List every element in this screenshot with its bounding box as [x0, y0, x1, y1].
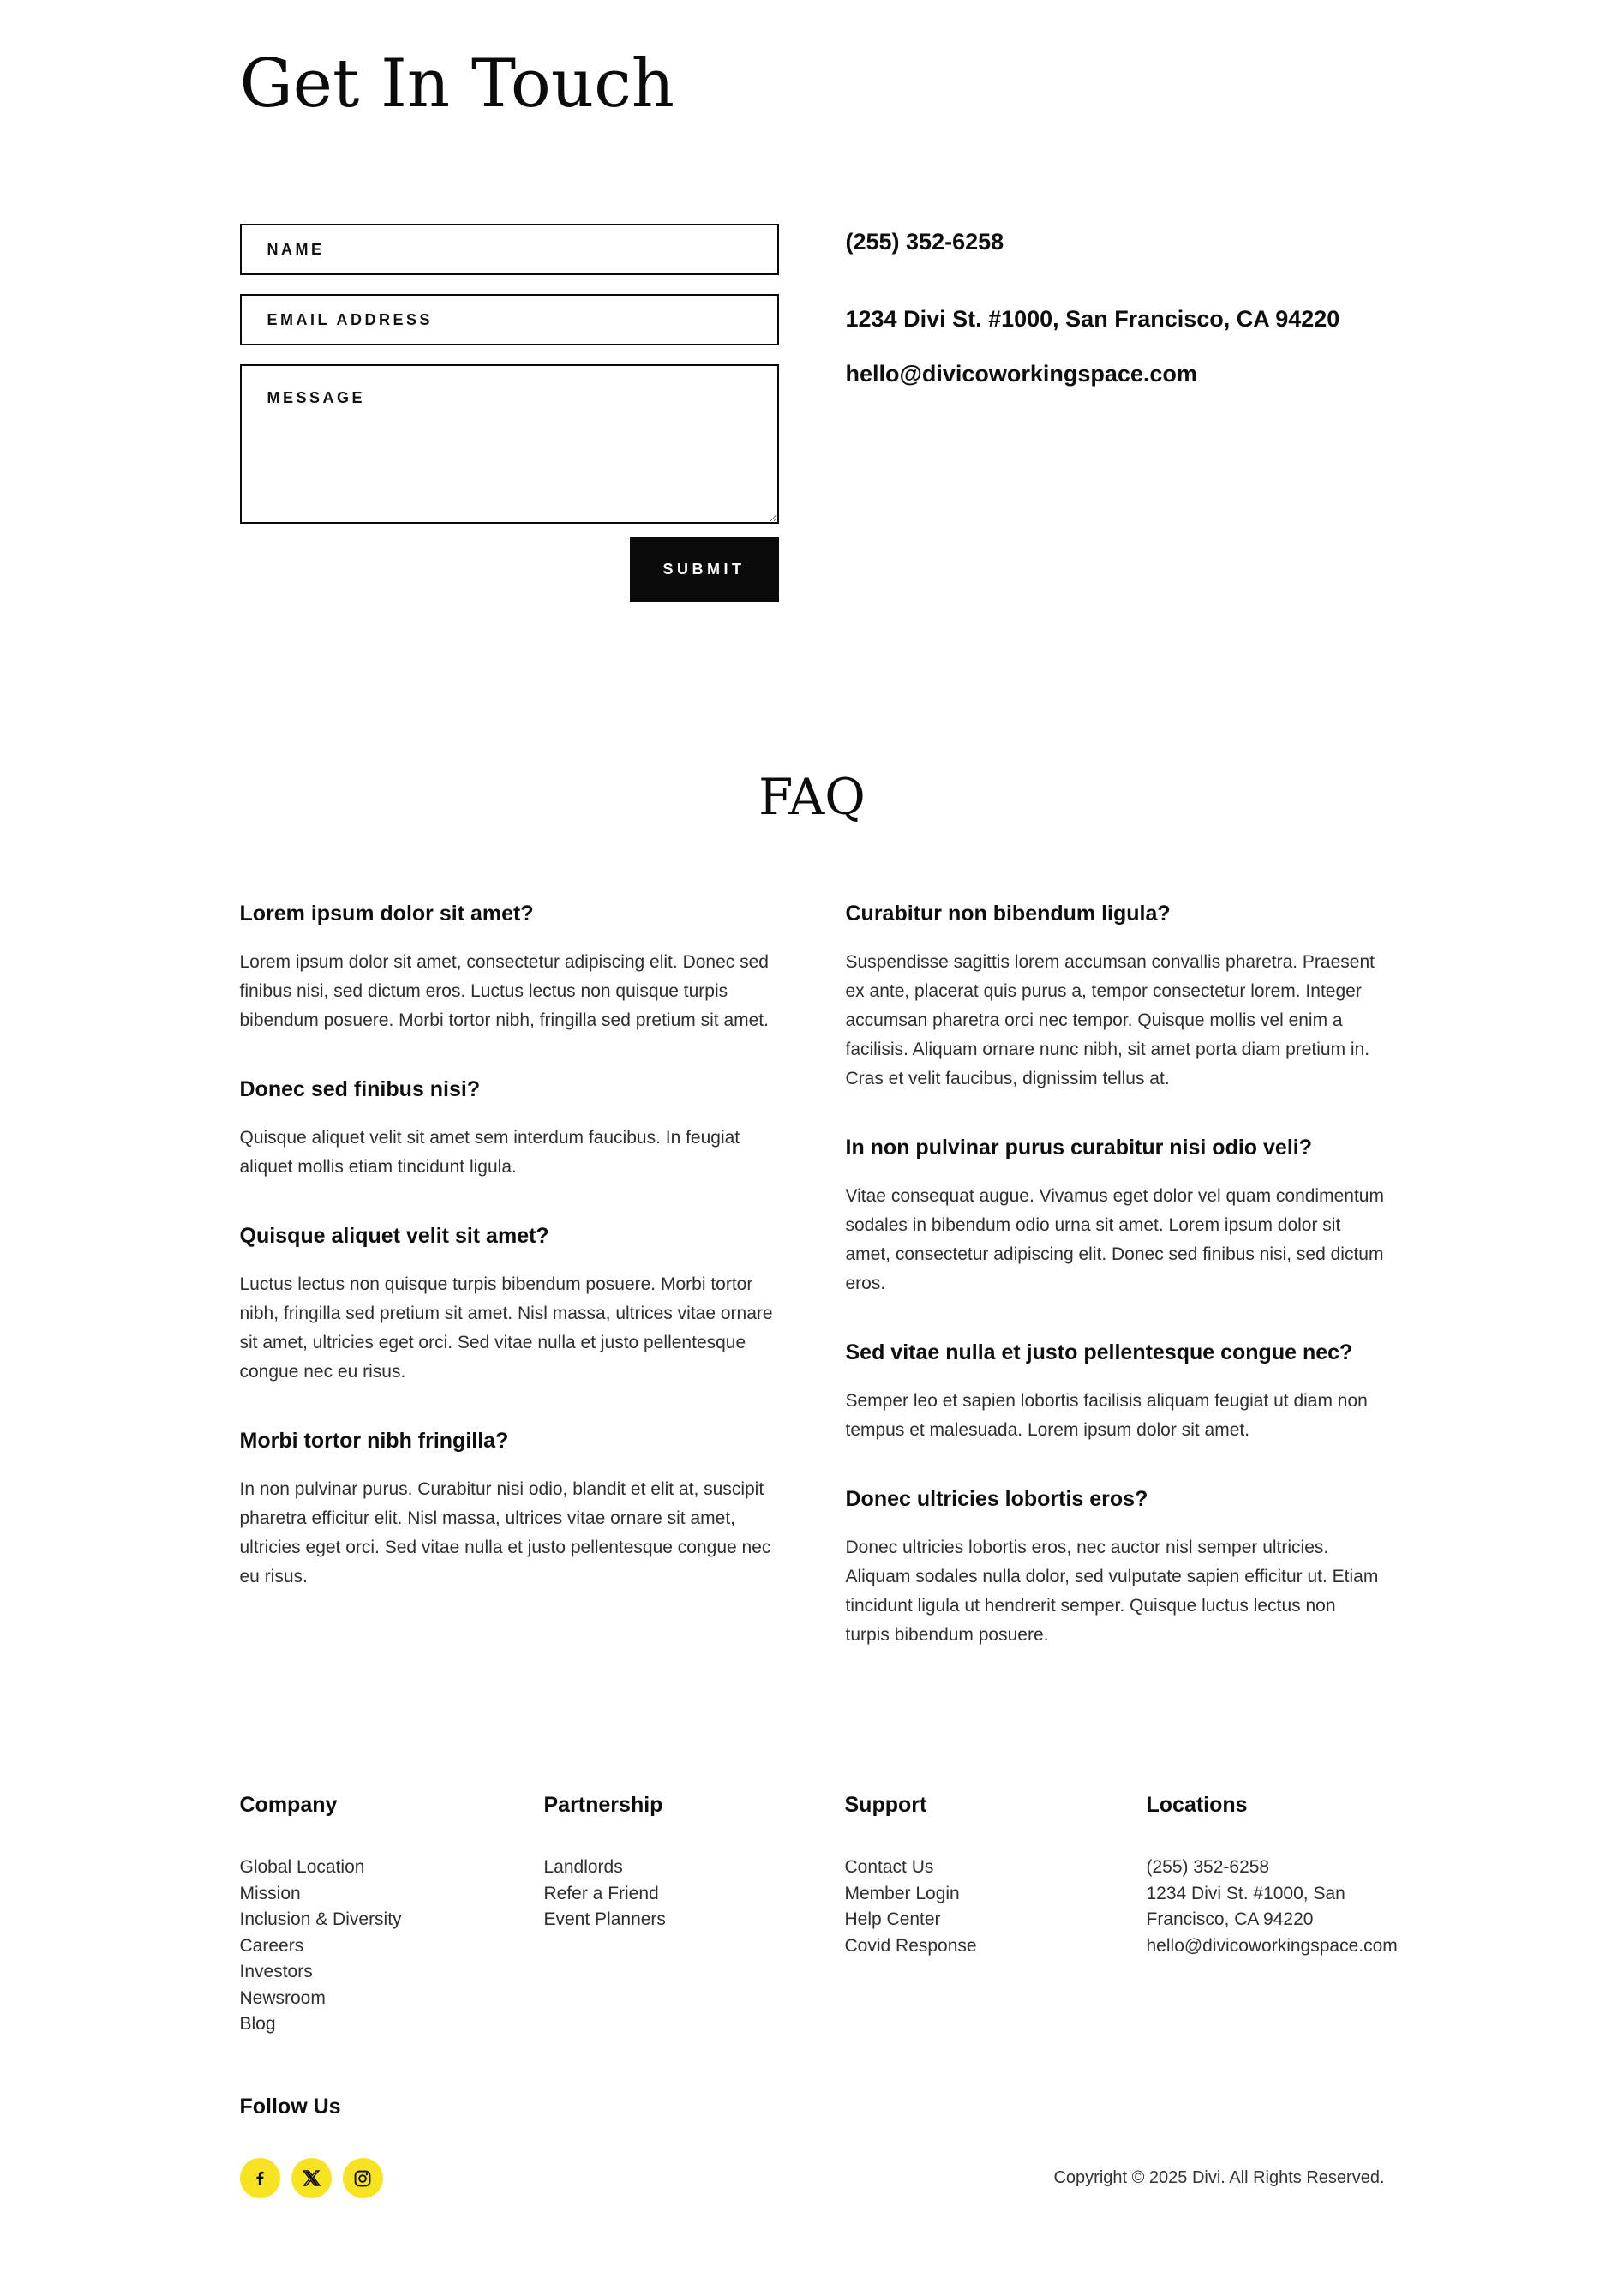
name-input[interactable] — [240, 224, 779, 275]
contact-info — [846, 224, 1385, 388]
faq-item — [846, 899, 1385, 1094]
footer-column-support — [845, 1791, 1147, 2038]
faq-item — [846, 1133, 1385, 1298]
faq-question: Curabitur non bibendum ligula? — [845, 901, 1171, 926]
faq-answer: Lorem ipsum dolor sit amet, consectetur adipiscing elit. Donec sed finibus nisi, sed dictum eros. Luctus lectus non quisque turpis bibendum posuere. Morbi tortor nibh, fringilla sed pretium sit amet. — [239, 951, 769, 1030]
x-link[interactable] — [291, 2158, 332, 2198]
faq-question: Sed vitae nulla et justo pellentesque congue nec? — [845, 1340, 1353, 1364]
faq-answer: In non pulvinar purus. Curabitur nisi odio, blandit et elit at, suscipit pharetra efficitur elit. Nisl massa, ultrices vitae ornare sit amet, ultricies eget orci. Sed vitae nulla et justo pellentesque congue nec eu risus. — [239, 1478, 771, 1586]
contact-form — [240, 224, 779, 602]
faq-item — [240, 1426, 779, 1592]
faq-column-right — [846, 899, 1385, 1650]
footer-email: hello@divicoworkingspace.com — [1146, 1935, 1398, 1956]
follow-us-heading: Follow Us — [239, 2094, 341, 2119]
footer-link-landlords[interactable]: Landlords — [543, 1857, 623, 1878]
facebook-link[interactable] — [240, 2158, 280, 2198]
street-address: 1234 Divi St. #1000, San Francisco, CA 94220 — [845, 306, 1340, 333]
email-address: hello@divicoworkingspace.com — [845, 361, 1197, 387]
footer-grid — [239, 1791, 1398, 2038]
faq-grid — [240, 899, 1385, 1650]
footer-link-refer-a-friend[interactable]: Refer a Friend — [543, 1883, 659, 1903]
footer-link-contact-us[interactable]: Contact Us — [844, 1857, 934, 1878]
faq-item — [846, 1484, 1385, 1650]
footer-address: 1234 Divi St. #1000, San Francisco, CA 94220 — [1146, 1883, 1345, 1930]
faq-question: Morbi tortor nibh fringilla? — [239, 1428, 509, 1453]
copyright-text: Copyright © 2025 Divi. All Rights Reserved. — [1053, 2168, 1385, 2188]
faq-item — [846, 1338, 1385, 1445]
footer-link-covid-response[interactable]: Covid Response — [844, 1935, 977, 1956]
page-container — [239, 0, 1398, 2284]
phone-number: (255) 352-6258 — [845, 229, 1004, 255]
faq-question: Donec sed finibus nisi? — [239, 1076, 481, 1101]
footer-column-company — [240, 1791, 544, 2038]
x-icon — [303, 2169, 321, 2187]
email-input[interactable] — [240, 294, 779, 345]
submit-row — [240, 537, 779, 602]
faq-answer: Donec ultricies lobortis eros, nec auctor nisl semper ultricies. Aliquam sodales nulla dolor, sed vulputate sapien efficitur ut. Etiam tincidunt ligula ut hendrerit semper. Quisque luctus lectus non turpis bibendum posuere. — [845, 1537, 1379, 1645]
faq-column-left — [240, 899, 779, 1592]
footer-link-newsroom[interactable]: Newsroom — [239, 1987, 326, 2008]
submit-button[interactable]: SUBMIT — [630, 537, 779, 602]
contact-section — [240, 0, 1385, 602]
faq-question: Quisque aliquet velit sit amet? — [239, 1223, 549, 1248]
footer-heading-support: Support — [844, 1792, 927, 1817]
footer-heading-locations: Locations — [1146, 1792, 1248, 1817]
footer-phone: (255) 352-6258 — [1146, 1857, 1270, 1878]
footer-link-event-planners[interactable]: Event Planners — [543, 1909, 666, 1930]
faq-item — [240, 1221, 779, 1387]
footer — [239, 1791, 1398, 2284]
footer-link-blog[interactable]: Blog — [239, 2014, 276, 2035]
faq-answer: Suspendisse sagittis lorem accumsan convallis pharetra. Praesent ex ante, placerat quis purus a, tempor consectetur lorem. Integer accumsan pharetra orci nec tempor. Quisque mollis vel enim a facilisis. Aliquam ornare nunc nibh, sit amet porta diam pretium in. Cras et velit faucibus, dignissim tellus at. — [845, 951, 1375, 1088]
footer-link-inclusion-diversity[interactable]: Inclusion & Diversity — [239, 1909, 402, 1930]
instagram-link[interactable] — [343, 2158, 383, 2198]
faq-item — [240, 1075, 779, 1182]
footer-link-mission[interactable]: Mission — [239, 1883, 301, 1903]
footer-link-careers[interactable]: Careers — [239, 1935, 304, 1956]
faq-question: In non pulvinar purus curabitur nisi odio veli? — [845, 1135, 1312, 1160]
footer-column-locations — [1146, 1791, 1398, 2038]
page-title: Get In Touch — [239, 45, 675, 123]
footer-bottom — [240, 2158, 1385, 2284]
social-links — [240, 2158, 383, 2198]
instagram-icon — [353, 2169, 372, 2188]
faq-question: Lorem ipsum dolor sit amet? — [239, 901, 534, 926]
footer-link-member-login[interactable]: Member Login — [844, 1883, 960, 1903]
faq-question: Donec ultricies lobortis eros? — [845, 1486, 1148, 1511]
footer-column-partnership — [544, 1791, 845, 2038]
faq-answer: Vitae consequat augue. Vivamus eget dolor vel quam condimentum sodales in bibendum odio urna sit amet. Lorem ipsum dolor sit amet, consectetur adipiscing elit. Donec sed finibus nisi, sed dictum eros. — [845, 1185, 1384, 1293]
faq-answer: Luctus lectus non quisque turpis bibendum posuere. Morbi tortor nibh, fringilla sed pretium sit amet. Nisl massa, ultrices vitae ornare sit amet, ultricies eget orci. Sed vitae nulla et justo pellentesque congue nec eu risus. — [239, 1274, 773, 1382]
footer-link-help-center[interactable]: Help Center — [844, 1909, 941, 1930]
faq-item — [240, 899, 779, 1035]
faq-answer: Semper leo et sapien lobortis facilisis aliquam feugiat ut diam non tempus et malesuada. Lorem ipsum dolor sit amet. — [845, 1390, 1368, 1440]
faq-title: FAQ — [758, 768, 866, 827]
footer-heading-partnership: Partnership — [543, 1792, 663, 1817]
faq-answer: Quisque aliquet velit sit amet sem interdum faucibus. In feugiat aliquet mollis etiam tincidunt ligula. — [239, 1127, 740, 1177]
contact-row — [240, 224, 1385, 602]
facebook-icon — [251, 2169, 269, 2187]
footer-link-global-location[interactable]: Global Location — [239, 1857, 365, 1878]
footer-heading-company: Company — [239, 1792, 338, 1817]
faq-section — [240, 765, 1385, 1649]
message-textarea[interactable] — [240, 364, 779, 524]
footer-link-investors[interactable]: Investors — [239, 1962, 313, 1982]
